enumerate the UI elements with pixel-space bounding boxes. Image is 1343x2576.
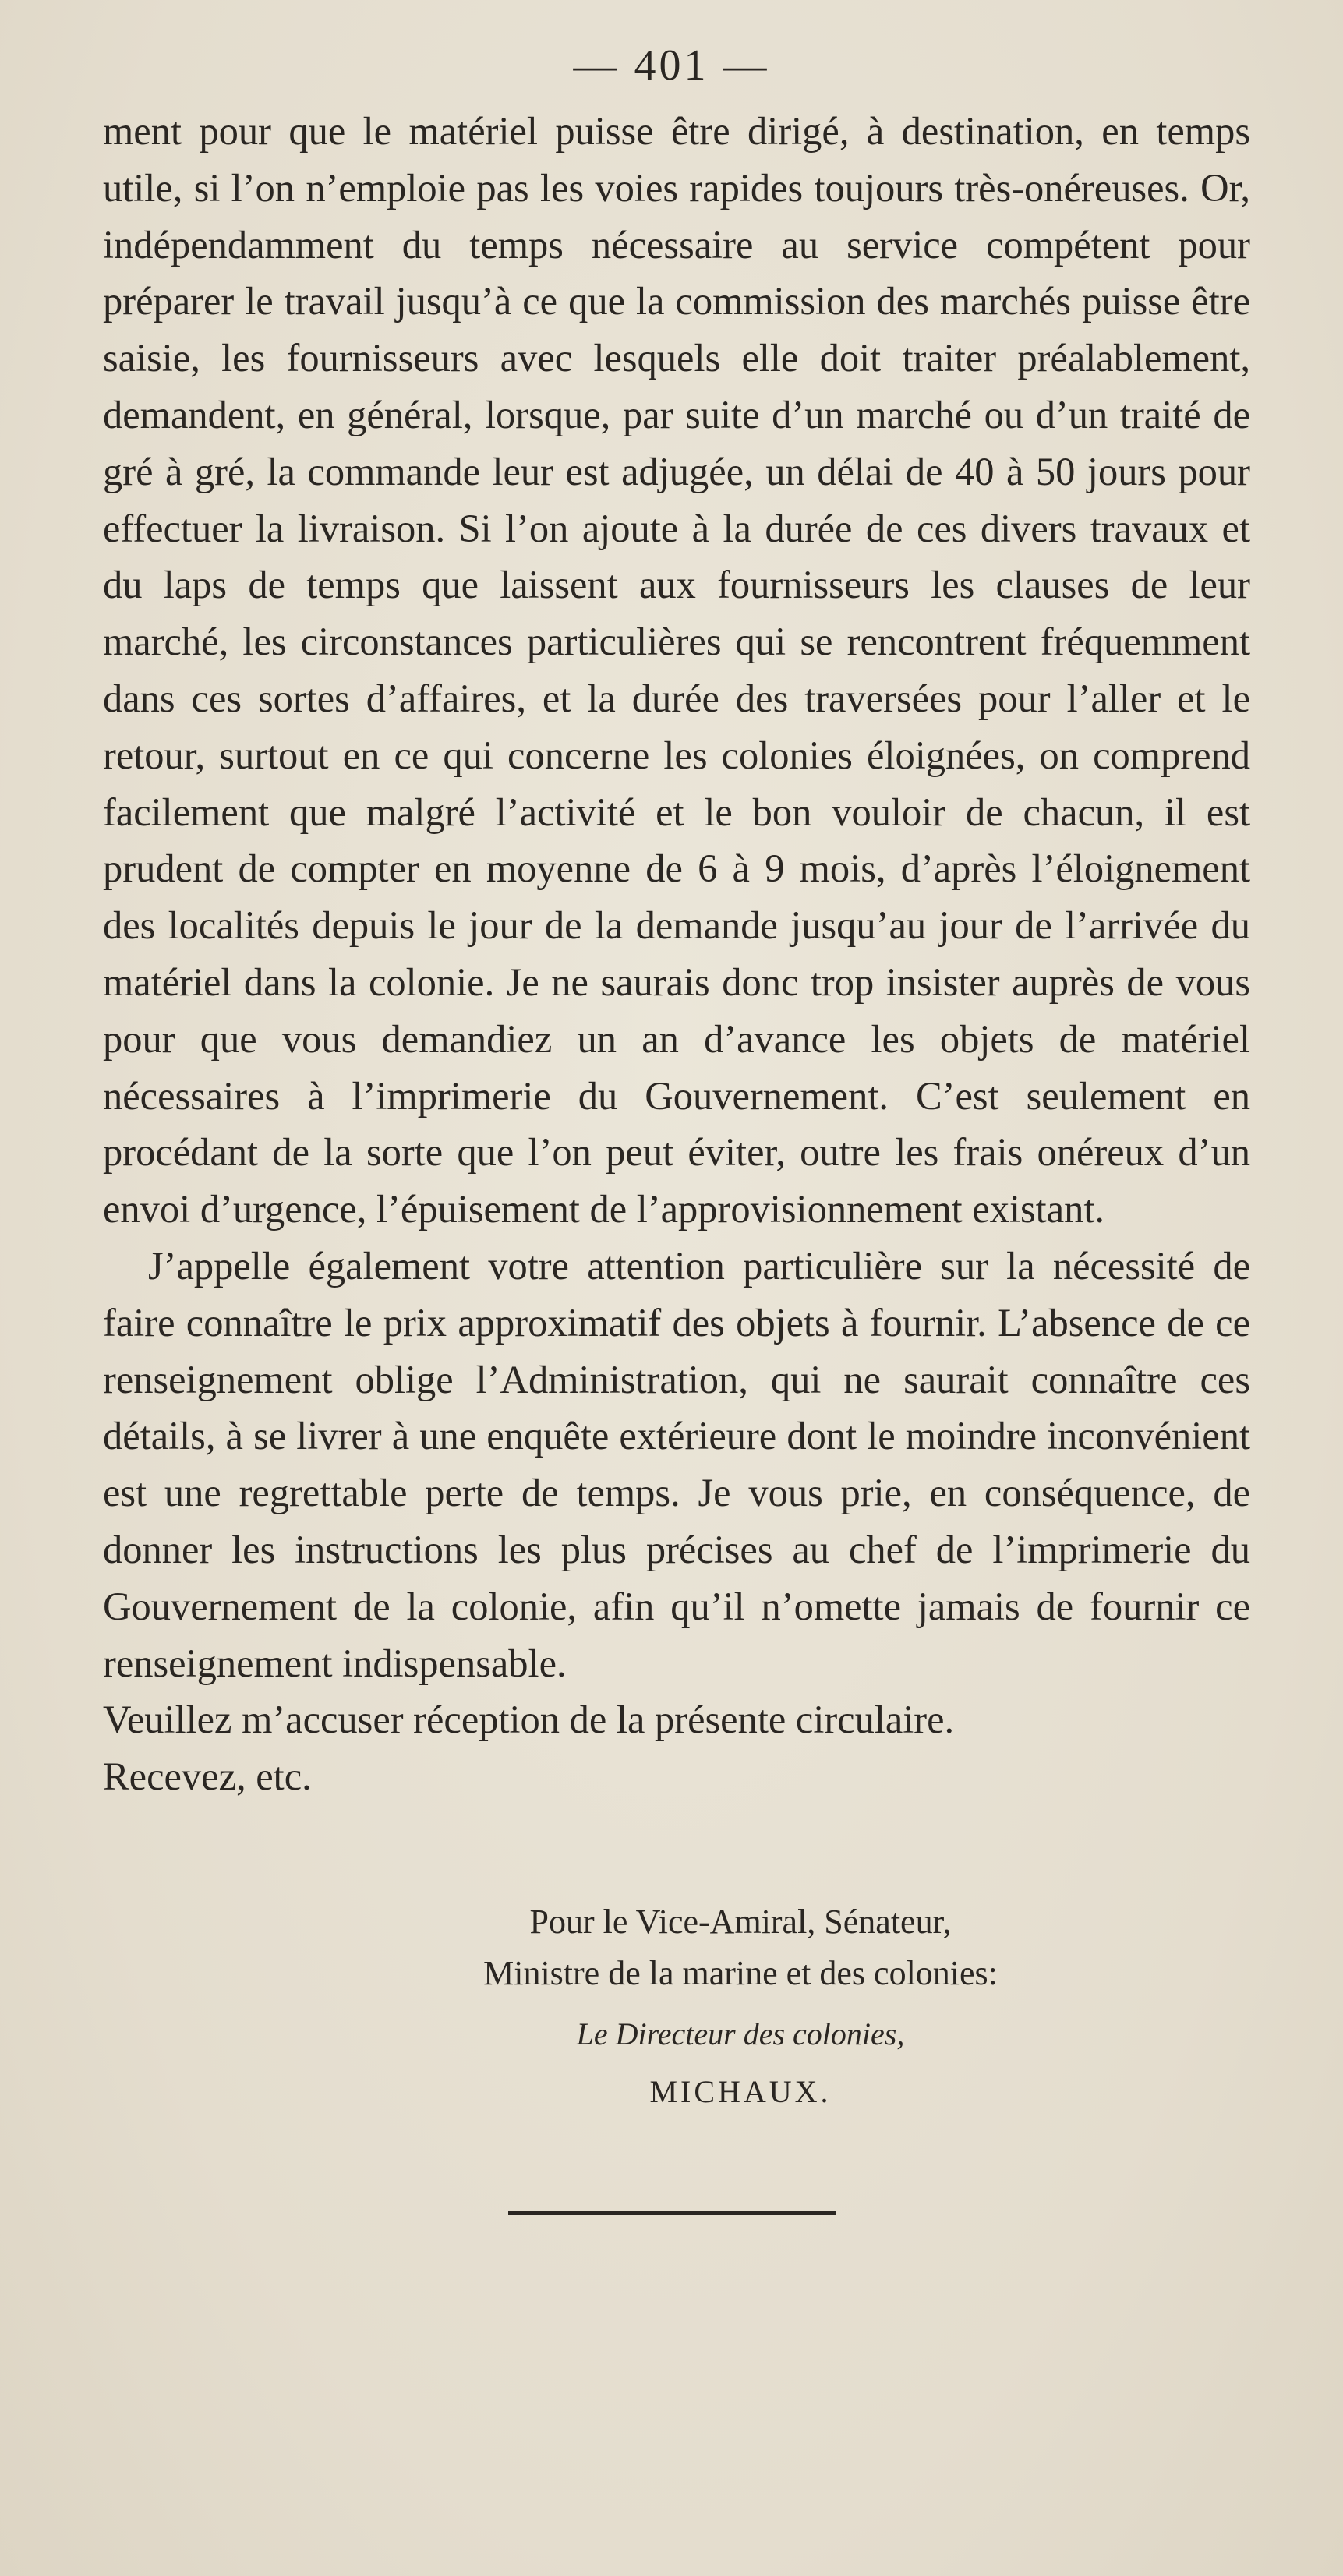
paragraph-continuation: ment pour que le matériel puisse être dirigé, à destination, en temps utile, si l’on n’emploie pas les voies rapides toujours très-onéreuses. Or, indépendamment du temps nécessaire au service compétent pour préparer le travail jusqu’à ce que la commission des marchés puisse être saisie, les fournisseurs avec lesquels elle doit traiter préalablement, demandent, en général, lorsque, par suite d’un marché ou d’un traité de gré à gré, la commande leur est adjugée, un délai de 40 à 50 jours pour effectuer la livraison. Si l’on ajoute à la durée de ces divers travaux et du laps de temps que laissent aux fournisseurs les clauses de leur marché, les circonstances particulières qui se rencontrent fréquemment dans ces sortes d’affaires, et la durée des traversées pour l’aller et le retour, surtout en ce qui concerne les colonies éloignées, on comprend facilement que malgré l’activité et le bon vouloir de chacun, il est prudent de compter en moyenne de 6 à 9 mois, d’après l’éloignement des localités depuis le jour de la demande jusqu’au jour de l’arrivée du matériel dans la colonie. Je ne saurais donc trop insister auprès de vous pour que vous demandiez un an d’avance les objets de matériel nécessaires à l’imprimerie du Gouvernement. C’est seulement en procédant de la sorte que l’on peut éviter, outre les frais onéreux d’un envoi d’urgence, l’épuisement de l’approvisionnement existant.: [103, 109, 1250, 1231]
signature-line-2: Ministre de la marine et des colonies:: [483, 1954, 998, 1992]
closing-rule: [508, 2211, 836, 2215]
body-text: [103, 103, 1250, 1805]
paragraph-acknowledge: Veuillez m’accuser réception de la présente circulaire.: [103, 1698, 955, 1742]
signature-name: MICHAUX.: [649, 2074, 832, 2109]
paragraph-price-request: J’appelle également votre attention particulière sur la nécessité de faire connaître le prix approximatif des objets à fournir. L’absence de ce renseignement oblige l’Administration, qui ne saurait connaître ces détails, à se livrer à une enquête extérieure dont le moindre inconvénient est une regrettable perte de temps. Je vous prie, en conséquence, de donner les instructions les plus précises au chef de l’imprimerie du Gouvernement de la colonie, afin qu’il n’omette jamais de fournir ce renseignement indispensable.: [103, 1243, 1250, 1685]
signature-line-1: Pour le Vice-Amiral, Sénateur,: [529, 1903, 952, 1941]
paragraph-closing: Recevez, etc.: [103, 1754, 312, 1799]
page-number: — 401 —: [573, 41, 770, 90]
signature-line-3: Le Directeur des colonies,: [576, 2016, 905, 2051]
